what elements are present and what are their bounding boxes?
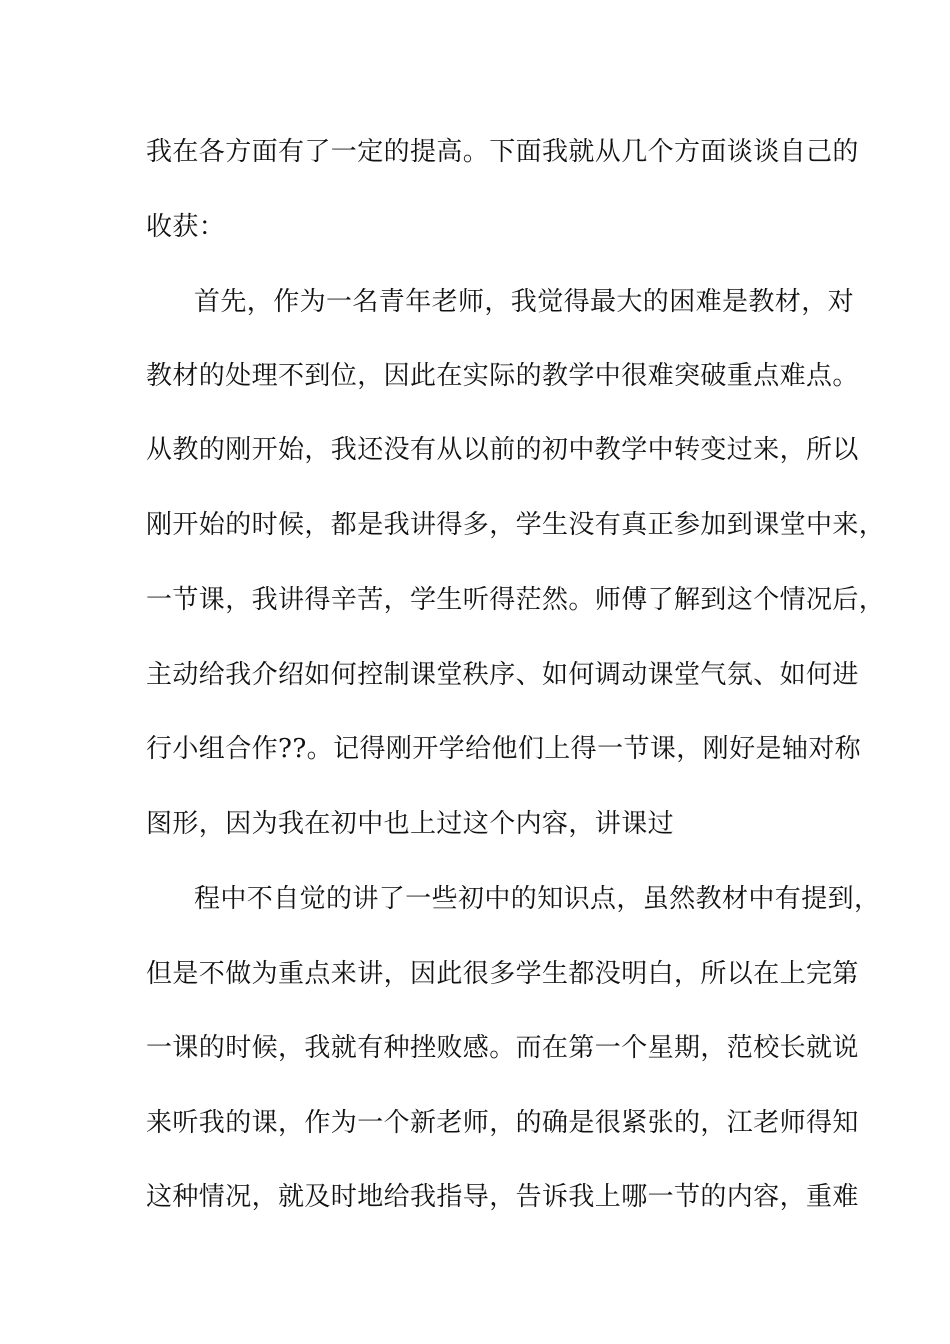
- text-line: 图形，因为我在初中也上过这个内容，讲课过: [146, 809, 675, 839]
- paragraph-first-line: 首先，作为一名青年老师，我觉得最大的困难是教材，对: [194, 287, 855, 317]
- text-line: 这种情况，就及时地给我指导，告诉我上哪一节的内容，重难: [146, 1182, 859, 1212]
- paragraph-first-line: 程中不自觉的讲了一些初中的知识点，虽然教材中有提到，: [194, 884, 881, 914]
- text-line: 我在各方面有了一定的提高。下面我就从几个方面谈谈自己的: [146, 137, 859, 167]
- text-line: 收获：: [146, 212, 226, 242]
- text-line: 从教的刚开始，我还没有从以前的初中教学中转变过来，所以: [146, 435, 859, 465]
- text-line: 行小组合作??。记得刚开学给他们上得一节课，刚好是轴对称: [146, 734, 862, 764]
- text-line: 一课的时候，我就有种挫败感。而在第一个星期，范校长就说: [146, 1033, 859, 1063]
- text-line: 但是不做为重点来讲，因此很多学生都没明白，所以在上完第: [146, 959, 859, 989]
- text-line: 来听我的课，作为一个新老师，的确是很紧张的，江老师得知: [146, 1108, 859, 1138]
- text-line: 主动给我介绍如何控制课堂秩序、如何调动课堂气氛、如何进: [146, 660, 859, 690]
- text-line: 一节课，我讲得辛苦，学生听得茫然。师傅了解到这个情况后，: [146, 585, 886, 615]
- text-line: 刚开始的时候，都是我讲得多，学生没有真正参加到课堂中来，: [146, 510, 886, 540]
- text-line: 教材的处理不到位，因此在实际的教学中很难突破重点难点。: [146, 361, 859, 391]
